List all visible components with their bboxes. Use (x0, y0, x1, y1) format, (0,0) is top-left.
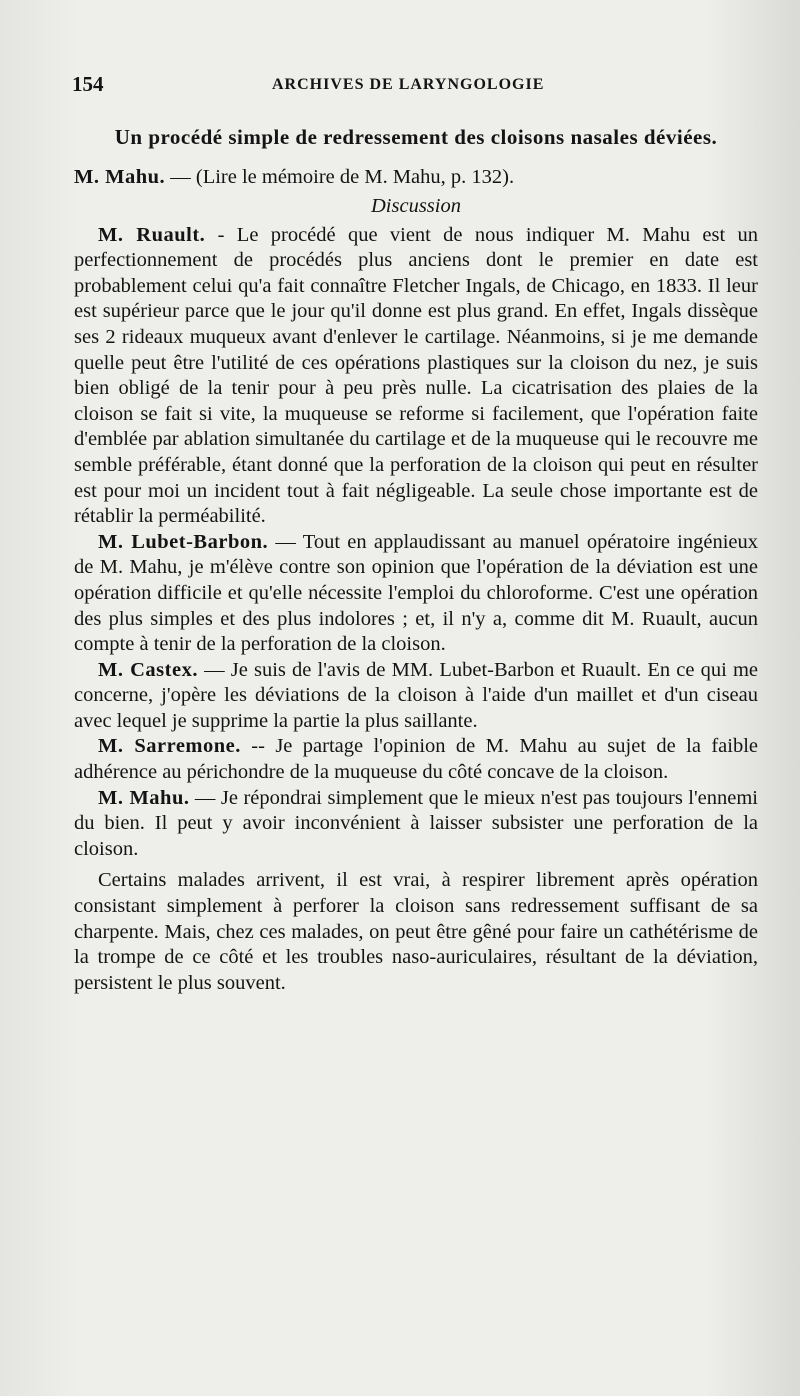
journal-title: ARCHIVES DE LARYNGOLOGIE (272, 76, 545, 93)
intervention-paragraph (74, 786, 758, 863)
closing-paragraph: Certains malades arrivent, il est vrai, à respirer librement après opération consistant simplement à perforer la cloison sans redressement suffisant de sa charpente. Mais, chez ces malades, on peut être gêné pour faire un cathétérisme de la trompe de ce côté et les troubles naso-auriculaires, résultant de la déviation, persistent le plus souvent. (74, 869, 758, 994)
article-title: Un procédé simple de redressement des cloisons nasales déviées. (114, 125, 718, 149)
intervention-text: — Je suis de l'avis de MM. Lubet-Barbon et Ruault. En ce qui me concerne, j'opère les déviations de la cloison à l'aide d'un maillet et d'un ciseau avec lequel je supprime la partie la plus saillante. (74, 658, 759, 732)
article-body (74, 124, 758, 996)
speaker-name: M. Castex. (98, 658, 198, 681)
intervention-paragraph (74, 658, 758, 735)
intro-paragraph (74, 165, 758, 191)
intervention-paragraph (74, 530, 758, 658)
speaker-name: M. Lubet-Barbon. (98, 530, 269, 553)
intervention-text: — Tout en applaudissant au manuel opératoire ingénieux de M. Mahu, je m'élève contre son opinion que l'opération de la déviation est une opération difficile et qu'elle nécessite l'emploi du chloroforme. C'est une opération des plus simples et des plus indolores ; et, il n'y a, comme dit M. Ruault, aucun compte à tenir de la perforation de la cloison. (74, 530, 758, 656)
speaker-name: M. Ruault. (98, 223, 206, 246)
speaker-name: M. Mahu. (74, 166, 166, 188)
section-heading: Discussion (371, 194, 461, 217)
intervention-text: — Je répondrai simplement que le mieux n'est pas toujours l'ennemi du bien. Il peut y avoir inconvénient à laisser subsister une perforation de la cloison. (74, 786, 758, 860)
intervention-paragraph (74, 734, 758, 785)
intervention-paragraph (74, 223, 758, 530)
page-number: 154 (72, 72, 104, 96)
running-header (72, 72, 612, 102)
intro-text: — (Lire le mémoire de M. Mahu, p. 132). (165, 166, 515, 188)
intervention-text: -- Je partage l'opinion de M. Mahu au sujet de la faible adhérence au périchondre de la muqueuse du côté concave de la cloison. (74, 735, 758, 784)
speaker-name: M. Sarremone. (98, 735, 241, 758)
speaker-name: M. Mahu. (98, 786, 190, 809)
intervention-text: - Le procédé que vient de nous indiquer M. Mahu est un perfectionnement de procédés plus anciens dont le premier en date est probablement celui qu'a fait connaître Fletcher Ingals, de Chicago, en 1833. Il leur est supérieur parce que le jour qu'il donne est plus grand. En effet, Ingals dissèque ses 2 rideaux muqueux avant d'enlever le cartilage. Néanmoins, si je me demande quelle peut être l'utilité de ces opérations plastiques sur la cloison du nez, je suis bien obligé de la tenir pour à peu près nulle. La cicatrisation des plaies de la cloison se fait si vite, la muqueuse se reforme si facilement, que l'opération faite d'emblée par ablation simultanée du cartilage et de la muqueuse qui le recouvre me semble préférable, étant donné que la perforation de la cloison qui peut en résulter est pour moi un incident tout à fait négligeable. La seule chose importante est de rétablir la perméabilité. (74, 223, 758, 528)
